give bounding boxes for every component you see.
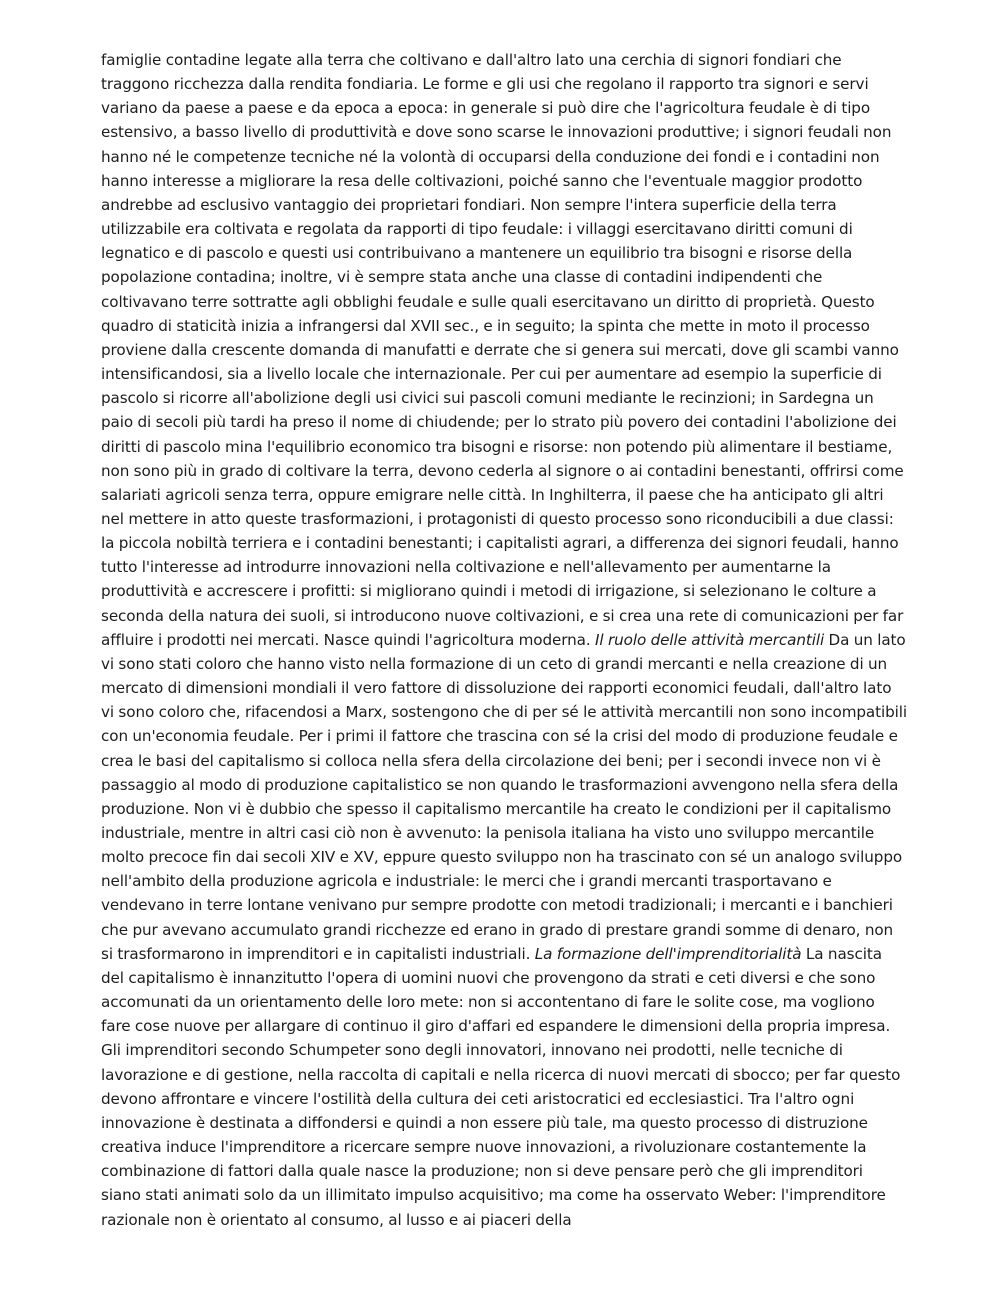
paragraph-text-part-2: Da un lato vi sono stati coloro che hanno visto nella formazione di un ceto di grandi mercanti e nella creazione di un mercato di dimensioni mondiali il vero fattore di dissoluzione dei rapporti economici feudali, dall'altro lato vi sono coloro che, rifacendosi a Marx, sostengono che di per sé le attività mercantili non sono incompatibili con un'economia feudale. Per i primi il fattore che trascina con sé la crisi del modo di produzione feudale e crea le basi del capitalismo si colloca nella sfera della circolazione dei beni; per i secondi invece non vi è passaggio al modo di produzione capitalistico se non quando le trasformazioni avvengono nella sfera della produzione. Non vi è dubbio che spesso il capitalismo mercantile ha creato le condizioni per il capitalismo industriale, mentre in altri casi ciò non è avvenuto: la penisola italiana ha visto uno sviluppo mercantile molto precoce fin dai secoli XIV e XV, eppure questo sviluppo non ha trascinato con sé un analogo sviluppo nell'ambito della produzione agricola e industriale: le merci che i grandi mercanti trasportavano e vendevano in terre lontane venivano pur sempre prodotte con metodi tradizionali; i mercanti e i banchieri che pur avevano accumulato grandi ricchezze ed erano in grado di prestare grandi somme di denaro, non si trasformarono in imprenditori e in capitalisti industriali. bbox=[101, 630, 908, 963]
inline-heading-mercantile-activities: Il ruolo delle attività mercantili bbox=[595, 630, 825, 649]
inline-heading-entrepreneurship: La formazione dell'imprenditorialità bbox=[534, 944, 802, 963]
paragraph-text-part-1: famiglie contadine legate alla terra che coltivano e dall'altro lato una cerchia di signori fondiari che traggono ricchezza dalla rendita fondiaria. Le forme e gli usi che regolano il rapporto tra signori e servi variano da paese a paese e da epoca a epoca: in generale si può dire che l'agricoltura feudale è di tipo estensivo, a basso livello di produttività e dove sono scarse le innovazioni produttive; i signori feudali non hanno né le competenze tecniche né la volontà di occuparsi della conduzione dei fondi e i contadini non hanno interesse a migliorare la resa delle coltivazioni, poiché sanno che l'eventuale maggior prodotto andrebbe ad esclusivo vantaggio dei proprietari fondiari. Non sempre l'intera superficie della terra utilizzabile era coltivata e regolata da rapporti di tipo feudale: i villaggi esercitavano diritti comuni di legnatico e di pascolo e questi usi contribuivano a mantenere un equilibrio tra bisogni e risorse della popolazione contadina; inoltre, vi è sempre stata anche una classe di contadini indipendenti che coltivavano terre sottratte agli obblighi feudale e sulle quali esercitavano un diritto di proprietà. Questo quadro di staticità inizia a infrangersi dal XVII sec., e in seguito; la spinta che mette in moto il processo proviene dalla crescente domanda di manufatti e derrate che si genera sui mercati, dove gli scambi vanno intensificandosi, sia a livello locale che internazionale. Per cui per aumentare ad esempio la superficie di pascolo si ricorre all'abolizione degli usi civici sui pascoli comuni mediante le recinzioni; in Sardegna un paio di secoli più tardi ha preso il nome di chiudende; per lo strato più povero dei contadini l'abolizione dei diritti di pascolo mina l'equilibrio economico tra bisogni e risorse: non potendo più alimentare il bestiame, non sono più in grado di coltivare la terra, devono cederla al signore o ai contadini benestanti, offrirsi come salariati agricoli senza terra, oppure emigrare nelle città. In Inghilterra, il paese che ha anticipato gli altri nel mettere in atto queste trasformazioni, i protagonisti di questo processo sono riconducibili a due classi: la piccola nobiltà terriera e i contadini benestanti; i capitalisti agrari, a differenza dei signori feudali, hanno tutto l'interesse ad introdurre innovazioni nella coltivazione e nell'allevamento per aumentarne la produttività e accrescere i profitti: si migliorano quindi i metodi di irrigazione, si selezionano le colture a seconda della natura dei suoli, si introducono nuove coltivazioni, e si crea una rete di comunicazioni per far affluire i prodotti nei mercati. Nasce quindi l'agricoltura moderna. bbox=[101, 51, 904, 649]
body-paragraph bbox=[101, 48, 907, 1232]
paragraph-text-part-3: La nascita del capitalismo è innanzitutto l'opera di uomini nuovi che provengono da strati e ceti diversi e che sono accomunati da un orientamento delle loro mete: non si accontentano di fare le solite cose, ma vogliono fare cose nuove per allargare di continuo il giro d'affari ed espandere le dimensioni della propria impresa. Gli imprenditori secondo Schumpeter sono degli innovatori, innovano nei prodotti, nelle tecniche di lavorazione e di gestione, nella raccolta di capitali e nella ricerca di nuovi mercati di sbocco; per far questo devono affrontare e vincere l'ostilità della cultura dei ceti aristocratici ed ecclesiastici. Tra l'altro ogni innovazione è destinata a diffondersi e quindi a non essere più tale, ma questo processo di distruzione creativa induce l'imprenditore a ricercare sempre nuove innovazioni, a rivoluzionare costantemente la combinazione di fattori dalla quale nasce la produzione; non si deve pensare però che gli imprenditori siano stati animati solo da un illimitato impulso acquisitivo; ma come ha osservato Weber: l'imprenditore razionale non è orientato al consumo, al lusso e ai piaceri della bbox=[101, 944, 901, 1229]
document-page bbox=[101, 48, 907, 1232]
